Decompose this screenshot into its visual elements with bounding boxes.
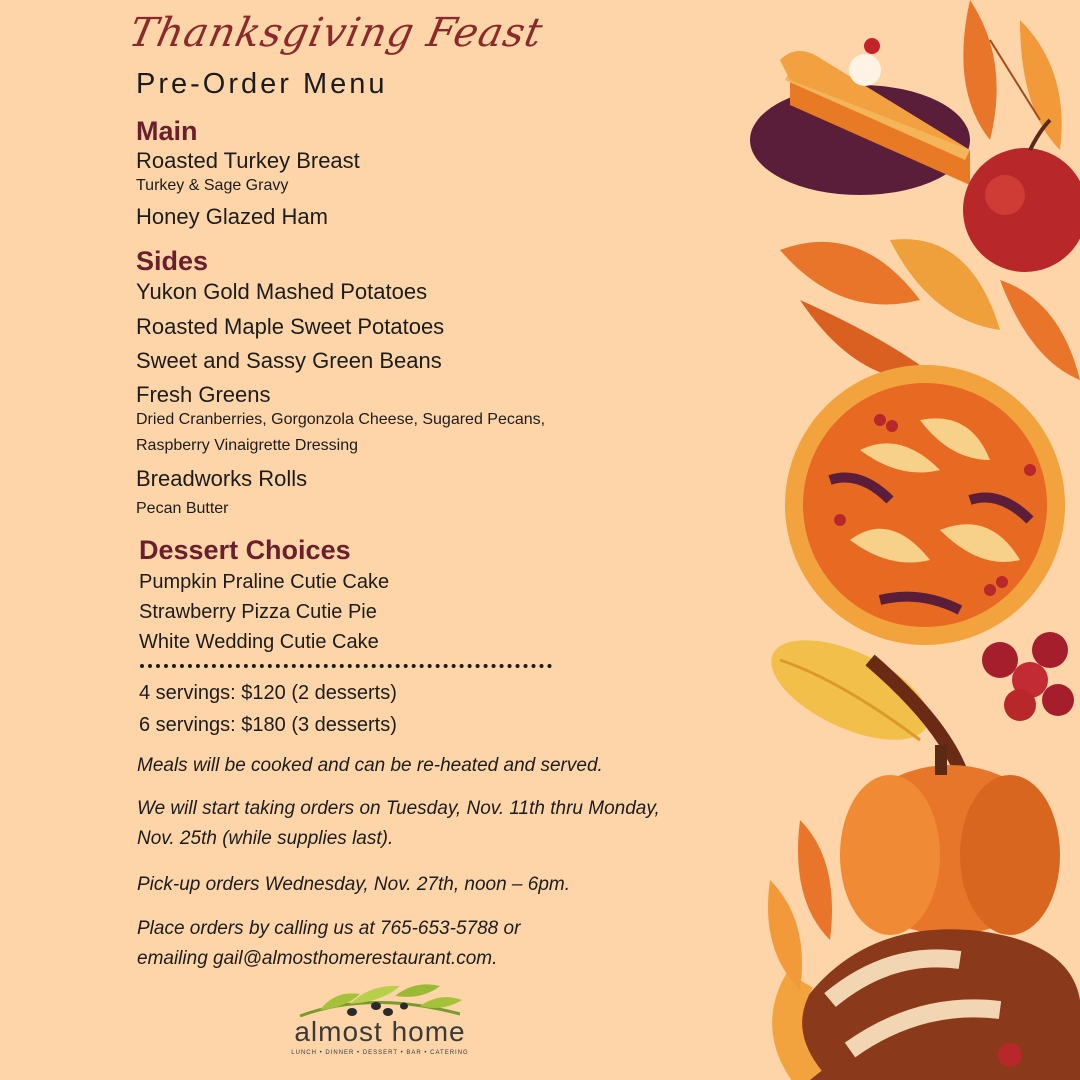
menu-item-rolls: Breadworks Rolls	[136, 466, 308, 491]
price-6-servings: 6 servings: $180 (3 desserts)	[139, 714, 397, 736]
autumn-illustration	[740, 0, 1080, 1080]
menu-item-ham: Honey Glazed Ham	[136, 204, 328, 229]
logo-name: almost home	[294, 1016, 466, 1047]
desserts-heading: Dessert Choices	[139, 535, 351, 565]
menu-item-sweet-potatoes: Roasted Maple Sweet Potatoes	[136, 314, 445, 339]
dessert-item-strawberry: Strawberry Pizza Cutie Pie	[139, 601, 377, 623]
menu-item-turkey: Roasted Turkey Breast	[136, 148, 360, 173]
leaf-icon	[768, 820, 832, 990]
dotted-divider	[140, 664, 552, 668]
maple-leaf-icon	[963, 0, 1061, 150]
olive-branch-icon	[290, 980, 470, 1020]
sides-heading: Sides	[136, 246, 209, 276]
main-heading: Main	[136, 116, 198, 146]
script-title: Thanksgiving Feast	[125, 10, 548, 56]
note-contact-line-2: emailing gail@almosthomerestaurant.com.	[137, 948, 498, 969]
note-contact-line-1: Place orders by calling us at 765-653-5788 or	[137, 918, 521, 939]
note-orders-line-2: Nov. 25th (while supplies last).	[137, 828, 394, 849]
restaurant-logo	[290, 980, 470, 1072]
dessert-item-white-wedding: White Wedding Cutie Cake	[139, 631, 379, 653]
logo-tagline: LUNCH • DINNER • DESSERT • BAR • CATERING	[291, 1050, 469, 1056]
menu-item-rolls-detail: Pecan Butter	[136, 500, 229, 517]
menu-item-fresh-greens: Fresh Greens	[136, 382, 271, 407]
dessert-item-pumpkin: Pumpkin Praline Cutie Cake	[139, 571, 390, 593]
pumpkin-icon	[840, 745, 1060, 935]
price-4-servings: 4 servings: $120 (2 desserts)	[139, 682, 397, 704]
note-cooked: Meals will be cooked and can be re-heated and served.	[137, 755, 603, 776]
pie-slice-icon	[750, 38, 970, 195]
fruit-tart-icon	[785, 365, 1065, 645]
note-orders-line-1: We will start taking orders on Tuesday, Nov. 11th thru Monday,	[137, 798, 660, 819]
menu-item-mashed-potatoes: Yukon Gold Mashed Potatoes	[136, 279, 428, 304]
menu-item-fresh-greens-detail-2: Raspberry Vinaigrette Dressing	[136, 437, 359, 454]
cranberry-icon	[982, 632, 1074, 721]
cornucopia-icon	[780, 929, 1080, 1080]
menu-item-green-beans: Sweet and Sassy Green Beans	[136, 348, 442, 373]
apple-icon	[963, 120, 1080, 272]
page-subtitle: Pre-Order Menu	[136, 68, 388, 100]
menu-item-turkey-detail: Turkey & Sage Gravy	[136, 177, 289, 194]
note-pickup: Pick-up orders Wednesday, Nov. 27th, noon – 6pm.	[137, 874, 571, 895]
menu-item-fresh-greens-detail-1: Dried Cranberries, Gorgonzola Cheese, Sugared Pecans,	[136, 411, 546, 428]
